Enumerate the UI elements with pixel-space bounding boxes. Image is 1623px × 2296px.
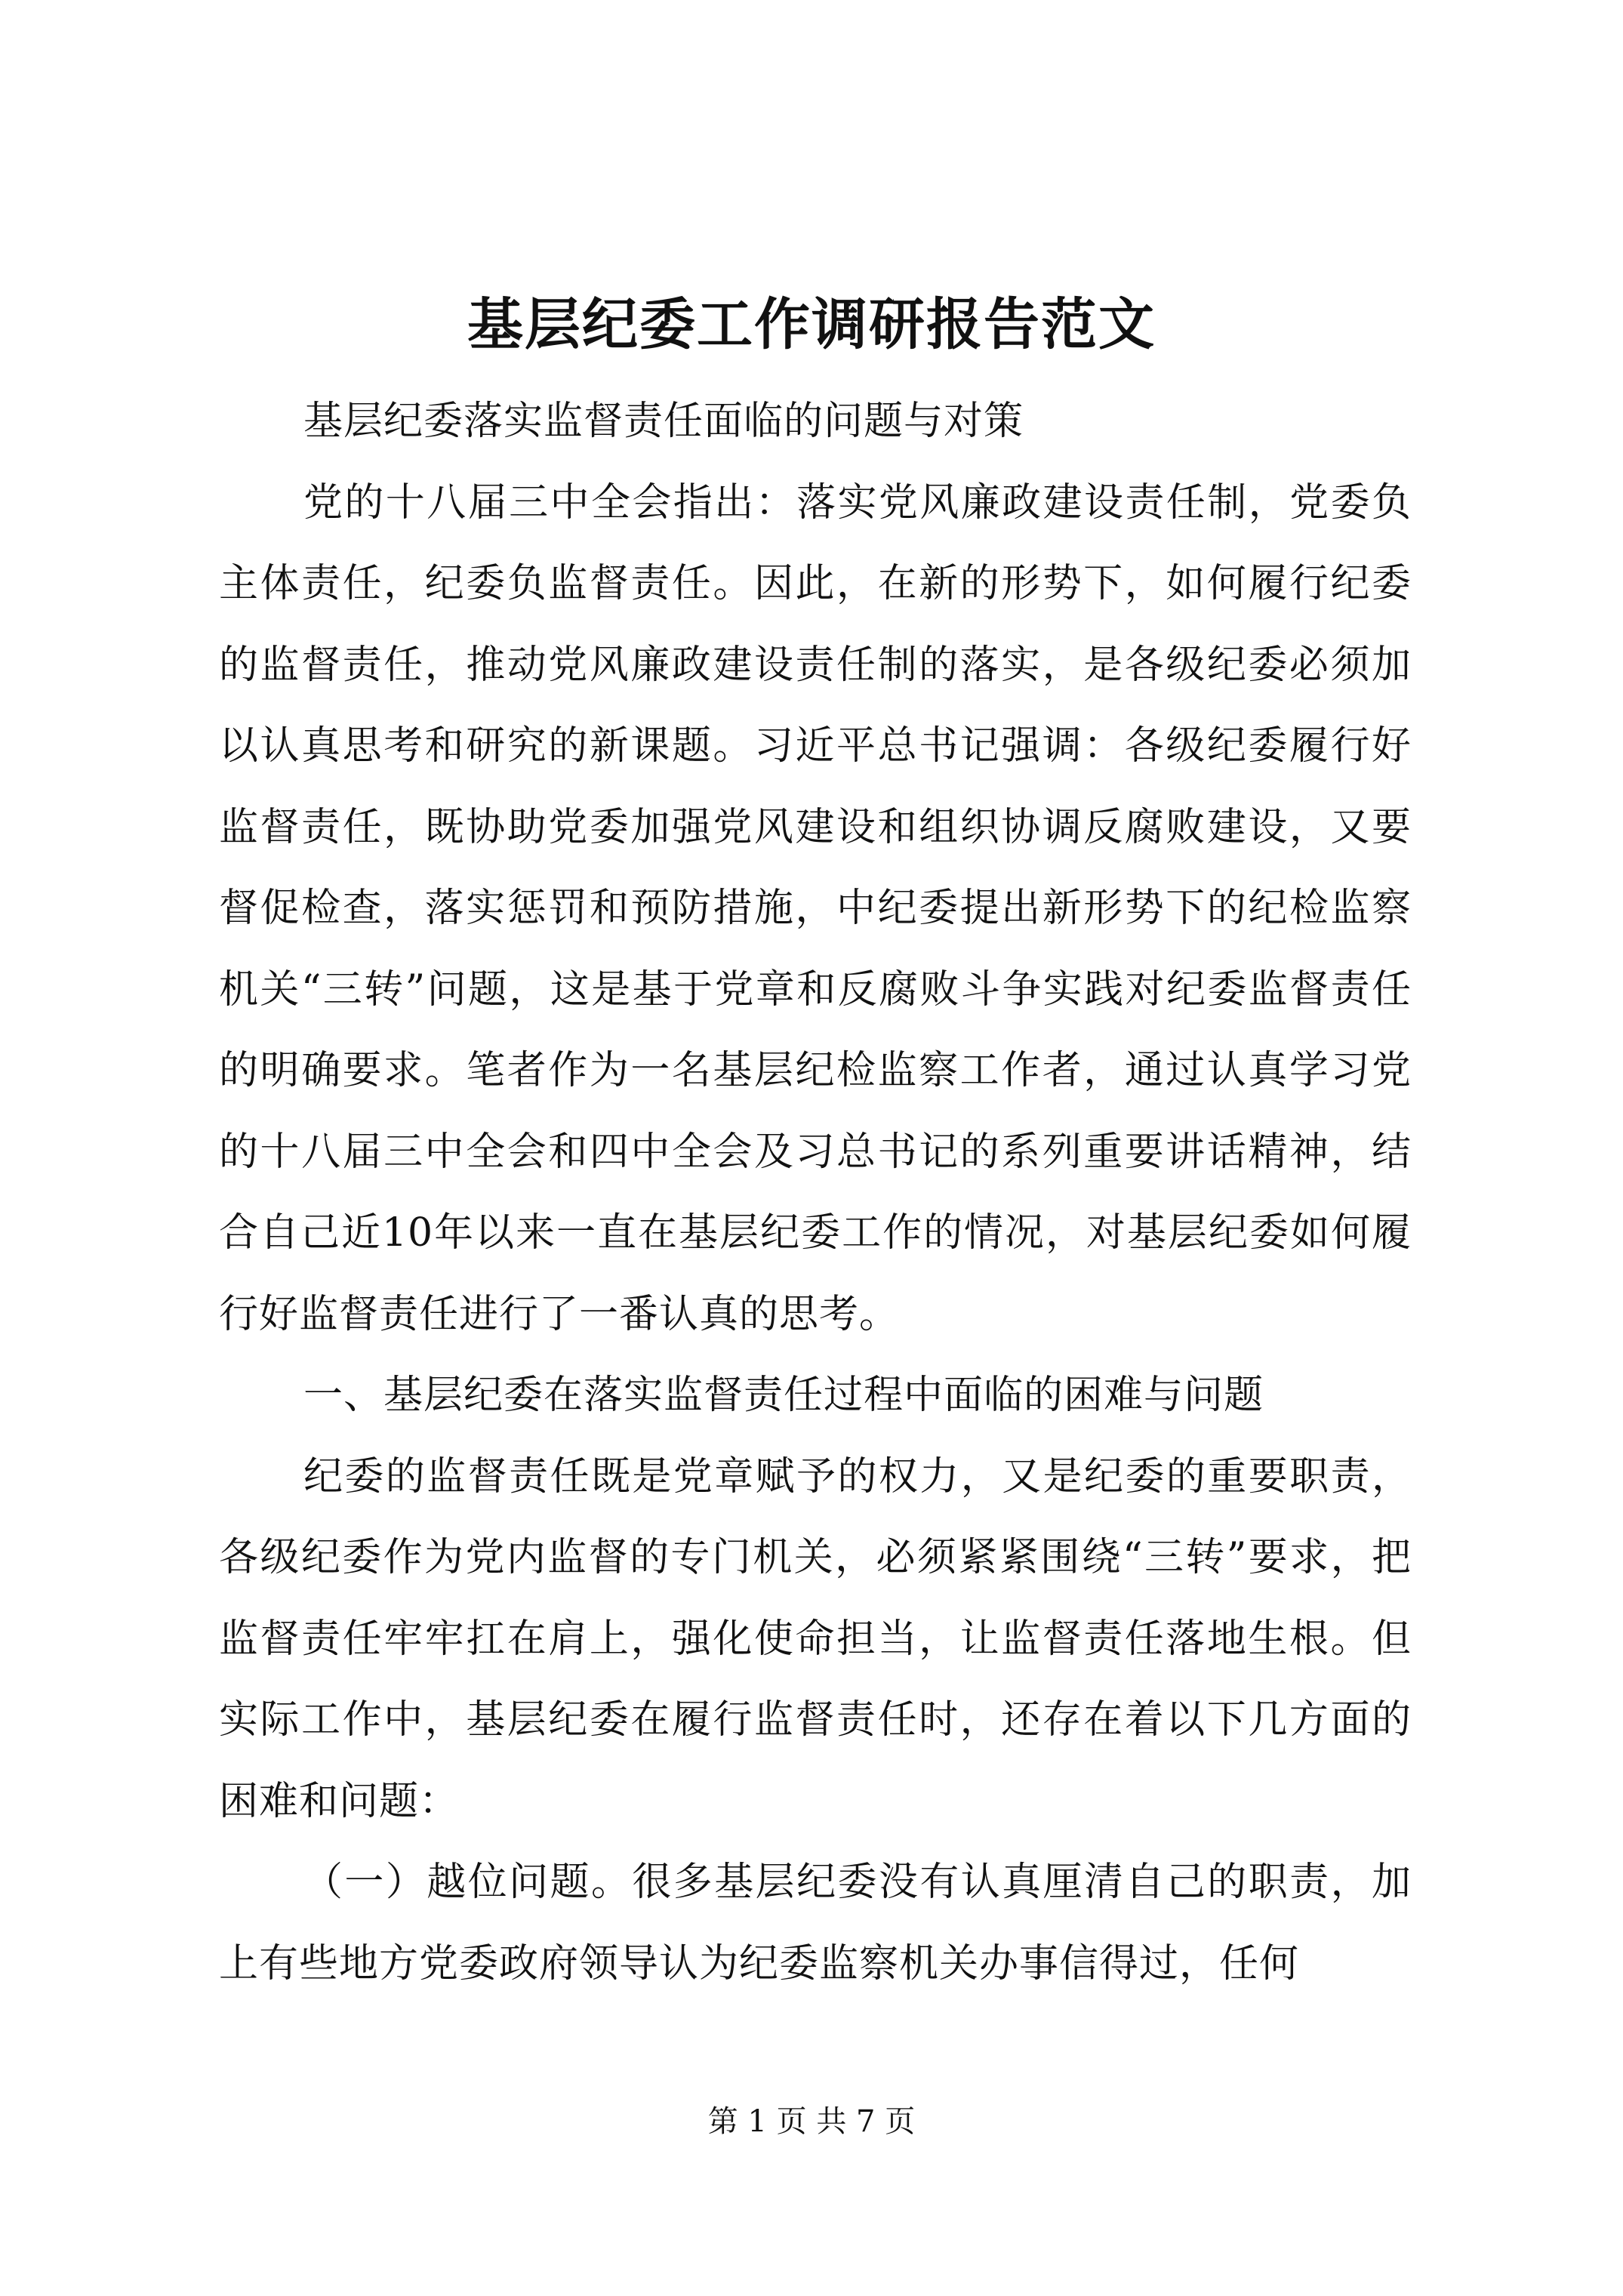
intro-paragraph: 党的十八届三中全会指出：落实党风廉政建设责任制，党委负主体责任，纪委负监督责任。因此，在新的形势下，如何履行纪委的监督责任，推动党风廉政建设责任制的落实，是各级纪委必须加以认真思考和研究的新课题。习近平总书记强调：各级纪委履行好监督责任，既协助党委加强党风建设和组织协调反腐败建设，又要督促检查，落实惩罚和预防措施，中纪委提出新形势下的纪检监察机关“三转”问题，这是基于党章和反腐败斗争实践对纪委监督责任的明确要求。笔者作为一名基层纪检监察工作者，通过认真学习党的十八届三中全会和四中全会及习总书记的系列重要讲话精神，结合自己近10年以来一直在基层纪委工作的情况，对基层纪委如何履行好监督责任进行了一番认真的思考。 xyxy=(219,479,1412,1337)
body-paragraph: 纪委的监督责任既是党章赋予的权力，又是纪委的重要职责，各级纪委作为党内监督的专门机关，必须紧紧围绕“三转”要求，把监督责任牢牢扛在肩上，强化使命担当，让监督责任落地生根。但实际工作中，基层纪委在履行监督责任时，还存在着以下几方面的困难和问题： xyxy=(219,1453,1412,1824)
section-heading: 一、基层纪委在落实监督责任过程中面临的困难与问题 xyxy=(303,1373,1264,1418)
document-title: 基层纪委工作调研报告范文 xyxy=(467,292,1156,357)
document-body xyxy=(219,381,1412,2005)
page-number: 第 1 页 共 7 页 xyxy=(707,2104,916,2139)
subtitle-paragraph: 基层纪委落实监督责任面临的问题与对策 xyxy=(303,399,1024,444)
subsection-paragraph: （一）越位问题。很多基层纪委没有认真厘清自己的职责，加上有些地方党委政府领导认为纪委监察机关办事信得过，任何 xyxy=(219,1860,1412,1986)
